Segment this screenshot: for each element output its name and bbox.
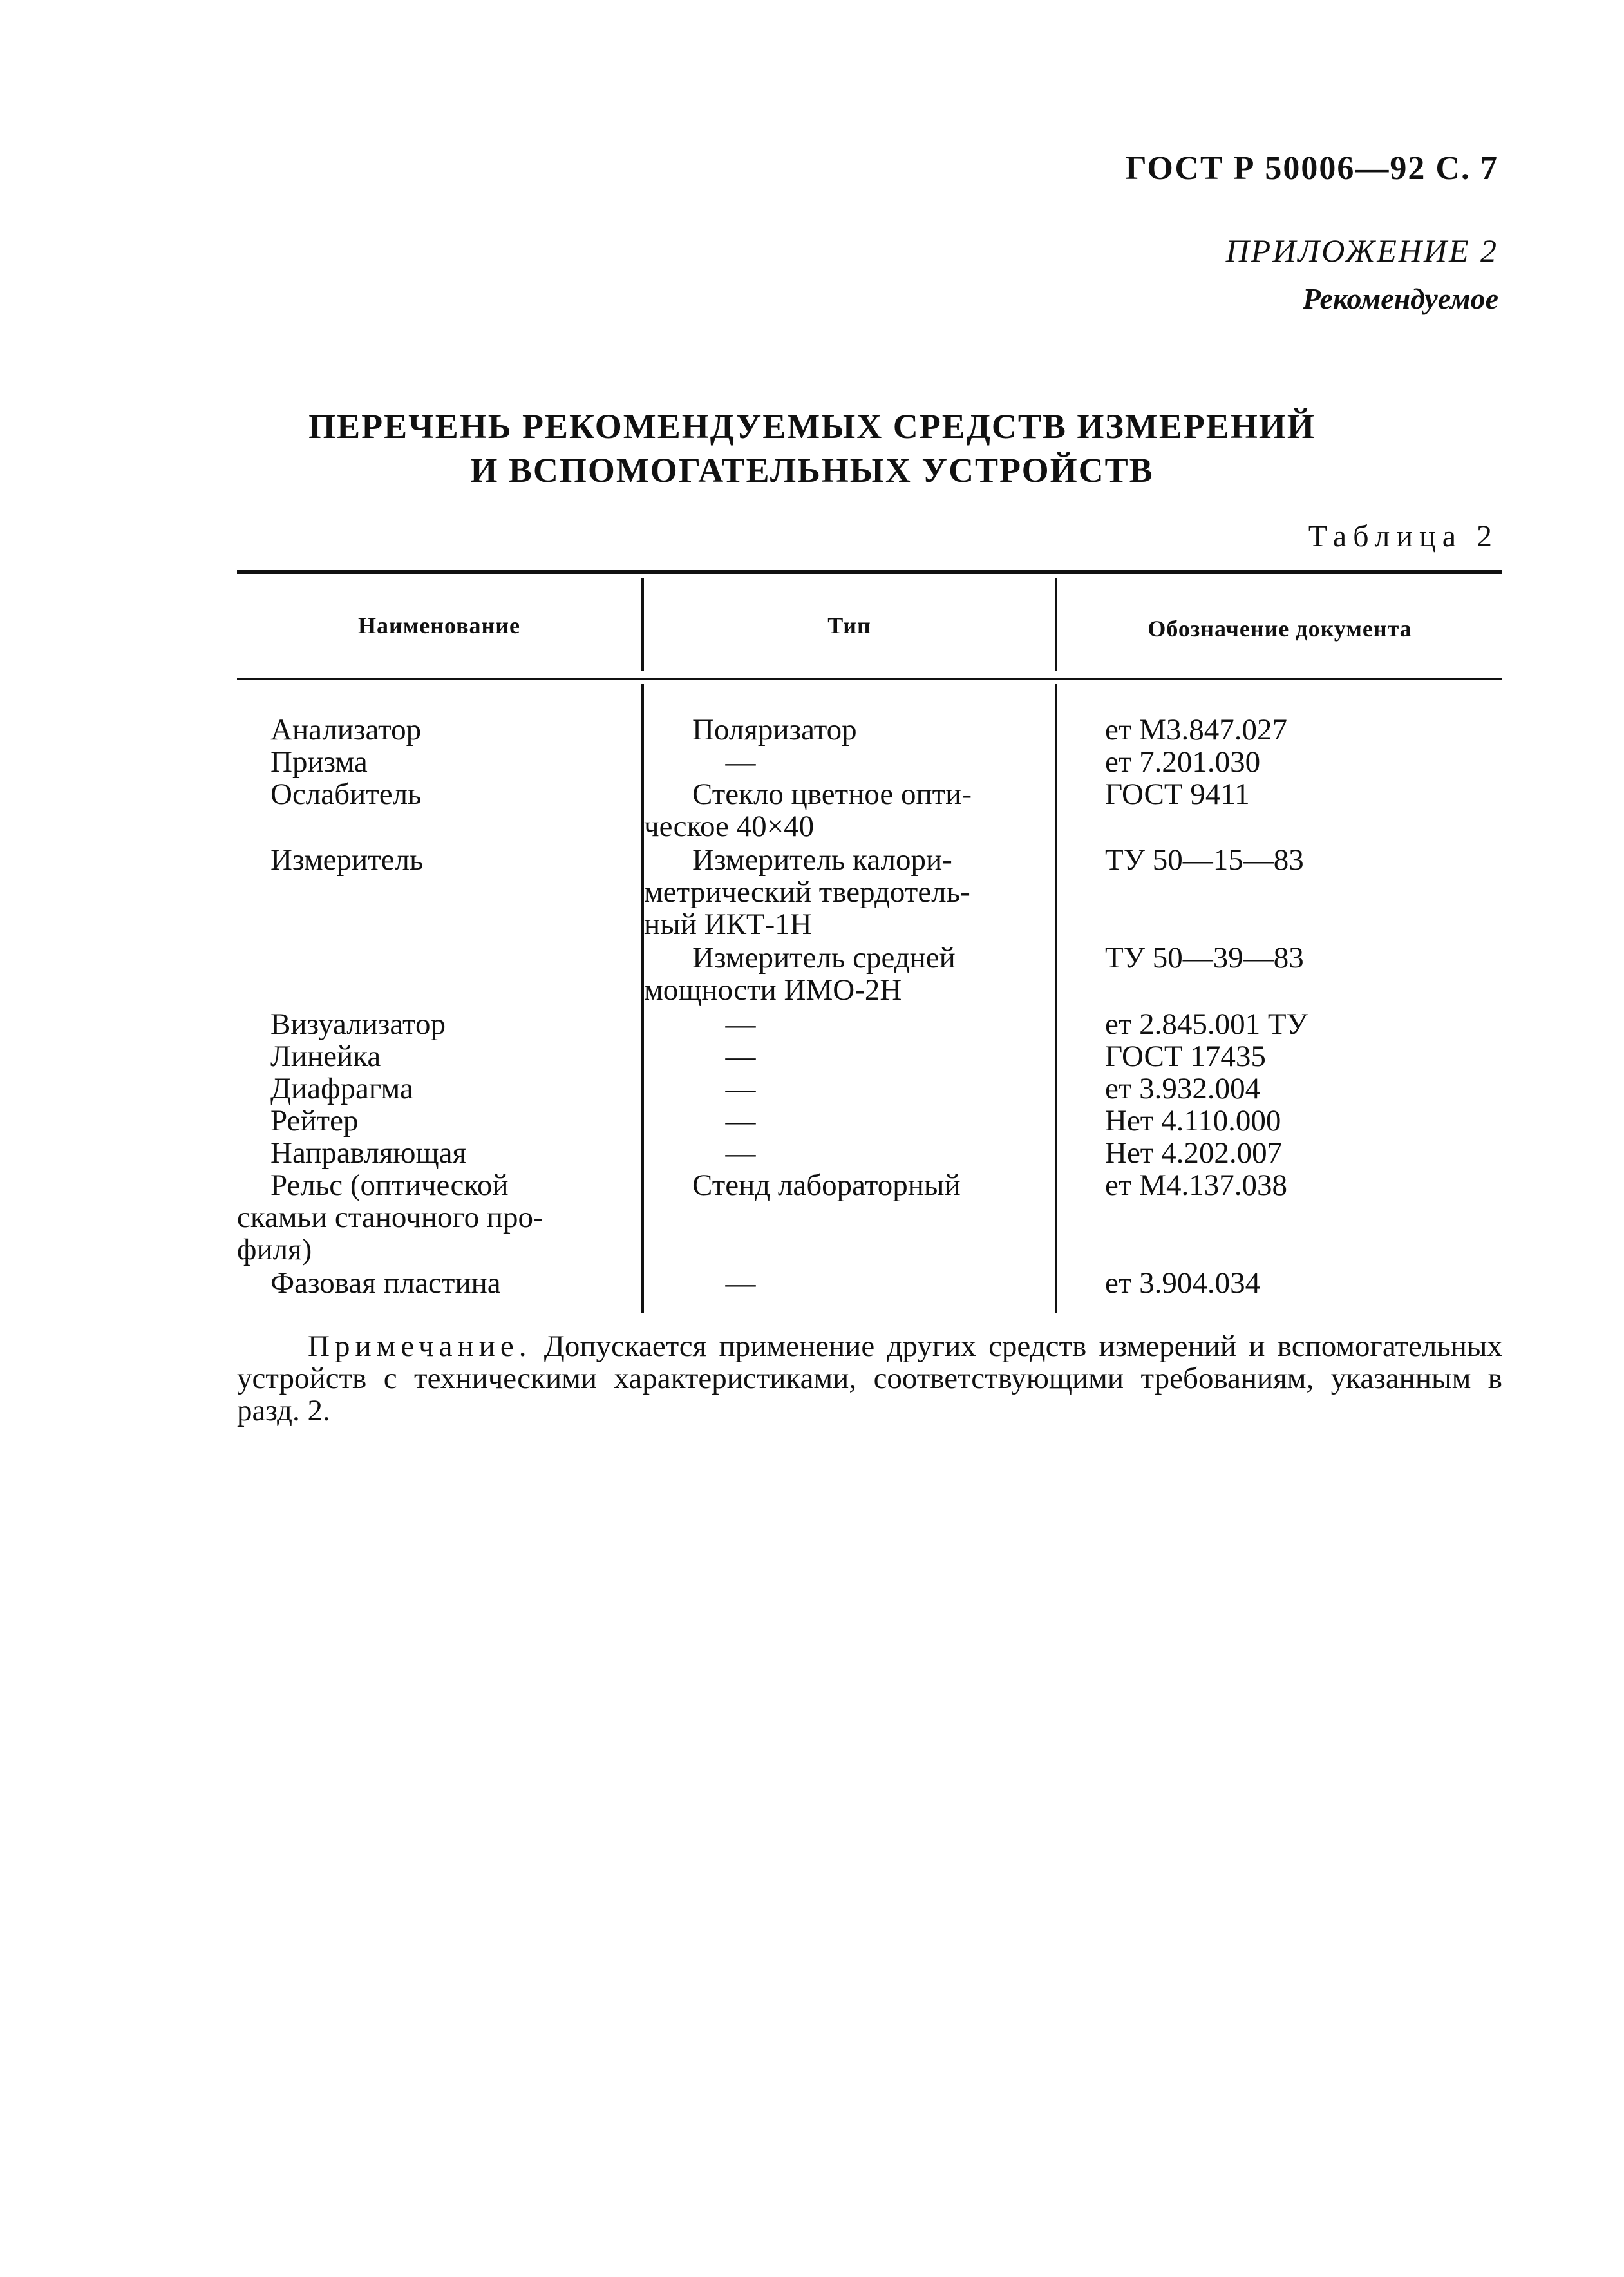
title-line-1: ПЕРЕЧЕНЬ РЕКОМЕНДУЕМЫХ СРЕДСТВ ИЗМЕРЕНИЙ [308, 407, 1316, 446]
name-line: Рельс (оптической [270, 1168, 509, 1202]
table-top-rule [237, 570, 1502, 574]
table-cell-document: Нет 4.202.007 [1105, 1136, 1283, 1170]
table-cell-name: Рейтер [270, 1104, 359, 1138]
table-cell-type: — [725, 1072, 756, 1105]
note-label: Примечание. [308, 1329, 532, 1363]
table-caption: Таблица 2 [1308, 519, 1498, 553]
table-cell-type [644, 777, 1014, 843]
table-cell-document: ГОСТ 17435 [1105, 1040, 1266, 1073]
table-cell-type: — [725, 1104, 756, 1138]
table-cell-name: Призма [270, 745, 368, 779]
table-cell-type: Стенд лабораторный [692, 1168, 961, 1202]
column-header-name: Наименование [358, 613, 520, 638]
type-line: метрический твердотель- [644, 875, 970, 909]
type-line: ный ИКТ-1Н [644, 908, 812, 941]
table-cell-name: Ослабитель [270, 777, 422, 811]
name-line: скамьи станочного про- [237, 1201, 543, 1234]
table-cell-document: ет 7.201.030 [1105, 745, 1261, 779]
title-line-2: И ВСПОМОГАТЕЛЬНЫХ УСТРОЙСТВ [470, 451, 1154, 490]
table-cell-type [644, 941, 1040, 1007]
type-line: Стекло цветное опти- [692, 777, 972, 811]
table-cell-document: ет М4.137.038 [1105, 1168, 1287, 1202]
table-cell-name: Измеритель [270, 843, 424, 877]
column-header-document: Обозначение документа [1147, 616, 1412, 642]
table-cell-type [644, 843, 1040, 941]
type-line: Измеритель средней [692, 941, 956, 975]
document-title [0, 405, 1624, 492]
standard-header: ГОСТ Р 50006—92 С. 7 [1125, 150, 1498, 187]
table-cell-name: Визуализатор [270, 1007, 446, 1041]
table-cell-document: ТУ 50—15—83 [1105, 843, 1304, 877]
table-cell-type: — [725, 1266, 756, 1300]
table-header-rule [237, 678, 1502, 680]
table-cell-document: ет 3.932.004 [1105, 1072, 1261, 1105]
table-cell-type: — [725, 1040, 756, 1073]
table-note [237, 1330, 1502, 1427]
table-cell-document: Нет 4.110.000 [1105, 1104, 1281, 1138]
type-line: Измеритель калори- [692, 843, 952, 877]
table-cell-document: ет М3.847.027 [1105, 713, 1287, 747]
column-divider [1055, 684, 1057, 1313]
table-cell-name: Направляющая [270, 1136, 467, 1170]
table-cell-name: Диафрагма [270, 1072, 413, 1105]
table-cell-name: Фазовая пластина [270, 1266, 501, 1300]
table-cell-name [237, 1169, 630, 1266]
table-cell-type: — [725, 745, 756, 779]
column-header-type: Тип [827, 613, 871, 638]
type-line: ческое 40×40 [644, 810, 815, 843]
table-cell-type: — [725, 1007, 756, 1041]
note-text: Допускается применение других средств измерений и вспомогательных устройств с техническими характеристиками, соответствующими требованиям, указанным в разд. 2. [237, 1329, 1502, 1427]
type-line: мощности ИМО-2Н [644, 973, 902, 1007]
table-cell-name: Анализатор [270, 713, 422, 747]
table-cell-type: — [725, 1136, 756, 1170]
table-cell-document: ГОСТ 9411 [1105, 777, 1250, 811]
name-line: филя) [237, 1233, 312, 1266]
table-cell-document: ТУ 50—39—83 [1105, 941, 1304, 975]
appendix-label: ПРИЛОЖЕНИЕ 2 [1225, 233, 1498, 269]
appendix-status: Рекомендуемое [1303, 282, 1498, 315]
table-cell-type: Поляризатор [692, 713, 857, 747]
table-cell-document: ет 2.845.001 ТУ [1105, 1007, 1308, 1041]
table-cell-document: ет 3.904.034 [1105, 1266, 1261, 1300]
table-cell-name: Линейка [270, 1040, 381, 1073]
